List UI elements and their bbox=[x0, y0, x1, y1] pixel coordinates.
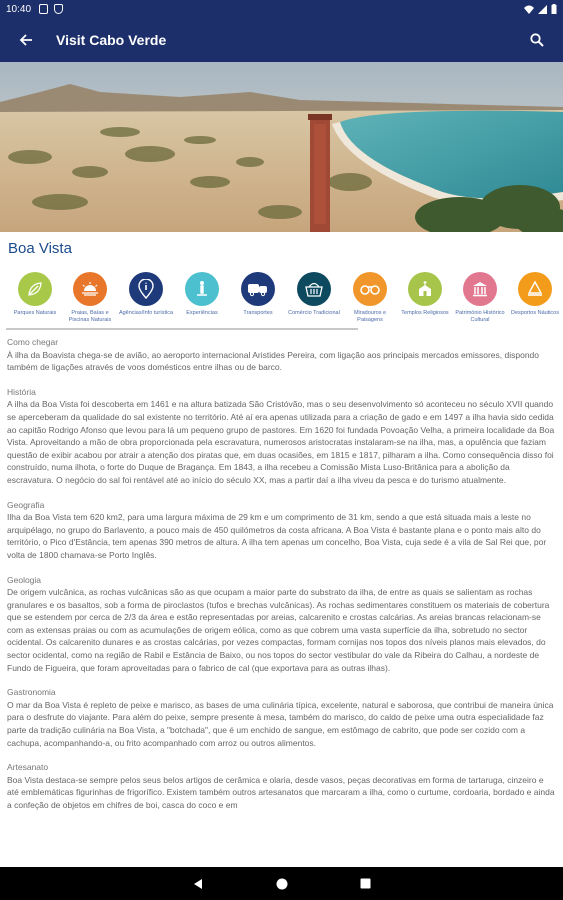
category-label: Património Histórico Cultural bbox=[455, 310, 505, 323]
status-time: 10:40 bbox=[6, 3, 32, 15]
battery-icon bbox=[551, 4, 557, 14]
section-heading: Geografia bbox=[7, 499, 45, 510]
category-label: Transportes bbox=[243, 310, 273, 316]
section-geografia bbox=[7, 499, 556, 562]
category-label: Experiências bbox=[186, 310, 218, 316]
basket-icon bbox=[297, 272, 331, 306]
leaf-icon bbox=[18, 272, 52, 306]
nav-back-icon[interactable] bbox=[192, 878, 204, 890]
search-icon bbox=[530, 33, 544, 47]
category-miradouros[interactable] bbox=[342, 272, 398, 334]
island-title: Boa Vista bbox=[8, 240, 72, 257]
sailboat-icon bbox=[518, 272, 552, 306]
back-button[interactable] bbox=[6, 18, 46, 62]
nav-recents-icon[interactable] bbox=[360, 878, 371, 889]
info-pin-icon bbox=[129, 272, 163, 306]
shield-icon bbox=[54, 4, 63, 14]
church-icon bbox=[408, 272, 442, 306]
person-icon bbox=[185, 272, 219, 306]
system-nav-bar bbox=[0, 867, 563, 900]
category-desportos[interactable] bbox=[507, 272, 563, 334]
category-label: Parques Naturais bbox=[13, 310, 57, 316]
binoculars-icon bbox=[353, 272, 387, 306]
section-geologia bbox=[7, 574, 556, 675]
section-body: A ilha da Boa Vista foi descoberta em 1461 e na altura batizada São Cristóvão, mas o seu desenvolvimento só aconteceu no século XVII quando se aperceberam da qualidade do sal existente no território. Até aí era apenas utilizada para a criação de gado e em 1497 a ilha havia sido cedida ao capitão Rodrigo Afonso que levou para lá um pequeno grupo de pastores. Em 1620 foi fundada Povoação Velha, a primeira localidade da Boa Vista. Aproveitando a mão de obra proporcionada pela escravatura, numerosos aristocratas instalaram-se na ilha, mas, a opulência que faziam questão de exibir acabou por atrair a atenção dos piratas que, em duas ocasiões, em 1815 e 1817, pilharam a ilha. Como consequência disso foi construído, numa ilhota, o forte do Duque de Bragança. Em 1843, a ilha recebeu a Comissão Mista Luso-Britânica para a abolição da escravatura. O negócio do sal foi rentável até ao início do século XX, mas a partir daí a ilha viveu da pesca e do turismo atualmente. bbox=[7, 399, 555, 485]
section-heading: Artesanato bbox=[7, 762, 49, 773]
category-templos[interactable] bbox=[397, 272, 453, 334]
category-transportes[interactable] bbox=[230, 272, 286, 334]
section-historia bbox=[7, 386, 556, 487]
section-body: De origem vulcânica, as rochas vulcânicas são as que ocupam a maior parte do substrato da ilha, de entre as quais se salientam as rochas granulares e os basaltos, sob a forma de piroclastos (tufos e brechas vulcânicas). As rochas sedimentares constituem os materiais de cobertura que se estendem por cerca de 2/3 da área e estão representadas por areias, calcarenito e crostas calcárias. As areias brancas relacionam-se com as extensas praias ou com as acumulações de origem eólica, como as que cobrem uma vasta superfície da ilha, sobretudo no sector ocidental. Os calcarenito dunares e as crostas calcárias, por vezes compactas, formam cornijas nos topos dos níveis planos mais elevados, do sector ocidental, como na região de Rabil e Estância de Baixo, ou nos topos do sector vestibular do vale da Ribeira do Calhau, a nordeste de Fundo de Figueira, que foram aproveitadas para o fabrico de cal (que exportava para as outras ilhas). bbox=[7, 587, 550, 673]
arrow-back-icon bbox=[19, 33, 33, 47]
hero-image bbox=[0, 62, 563, 232]
island-content[interactable] bbox=[0, 232, 563, 867]
category-experiencias[interactable] bbox=[174, 272, 230, 334]
category-label: Praias, Baías e Piscinas Naturais bbox=[68, 310, 112, 323]
nav-home-icon[interactable] bbox=[276, 878, 288, 890]
category-label: Agências/Info turística bbox=[118, 310, 174, 316]
app-title: Visit Cabo Verde bbox=[56, 32, 167, 48]
category-agencias[interactable] bbox=[118, 272, 174, 334]
wifi-icon bbox=[524, 5, 534, 14]
status-bar bbox=[0, 0, 563, 18]
beach-landscape-image bbox=[0, 62, 563, 232]
category-parques-naturais[interactable] bbox=[7, 272, 63, 334]
category-comercio[interactable] bbox=[286, 272, 342, 334]
sunset-icon bbox=[73, 272, 107, 306]
category-bar[interactable] bbox=[0, 272, 563, 334]
bus-icon bbox=[241, 272, 275, 306]
section-gastronomia bbox=[7, 686, 556, 749]
category-label: Templos Religiosos bbox=[401, 310, 449, 316]
section-body: O mar da Boa Vista é repleto de peixe e marisco, as bases de uma culinária típica, excelente, natural e saborosa, que contribui de maneira única para o desfrute do viajante. Para além do peixe, sempre presente à mesa, também do marisco, do caldo de peixe uma outra especialidade faz parte da tradição culinária na Boa Vista, a "botchada", que é um enchido de sangue, em estômago de cabrito, que pode ser cozido com a cachupa, acompanhando-a, ou frito acompanhado com arroz ou outros alimentos. bbox=[7, 699, 554, 748]
app-bar bbox=[0, 18, 563, 62]
section-body: À ilha da Boavista chega-se de avião, ao aeroporto internacional Aristides Pereira, com ligação aos principais mercados emissores, dispondo também de ligações através de voos domésticos entre ilhas ou de barco. bbox=[7, 349, 540, 373]
section-artesanato bbox=[7, 761, 556, 811]
section-body: Ilha da Boa Vista tem 620 km2, para uma largura máxima de 29 km e um comprimento de 31 km, sendo a que está situada mais a leste no arquipélago, no grupo do Barlavento, a pouco mais de 450 quilómetros da costa africana. A Boa Vista é bastante plana e o ponto mais alto do território, o Pico d'Estância, tem apenas 390 metros de altura. A ilha tem apenas um concelho, Boa Vista, cuja sede é a vila de Sal Rei que, por volta de 1800 chamava-se Porto Inglês. bbox=[7, 512, 547, 560]
signal-icon bbox=[538, 5, 547, 14]
section-heading: Como chegar bbox=[7, 337, 59, 347]
section-como-chegar bbox=[7, 336, 556, 374]
museum-icon bbox=[463, 272, 497, 306]
category-scroll-indicator bbox=[6, 328, 358, 330]
category-praias[interactable] bbox=[62, 272, 118, 334]
notification-icon bbox=[39, 4, 48, 14]
search-button[interactable] bbox=[515, 18, 559, 62]
section-heading: Gastronomia bbox=[7, 687, 56, 698]
section-heading: Geologia bbox=[7, 574, 42, 585]
section-body: Boa Vista destaca-se sempre pelos seus belos artigos de cerâmica e olaria, desde vasos, peças decorativas em forma de tartaruga, cinzeiro e até emblemáticas figurinhas de frigorífico. Existem também outros artesanatos que marcaram a ilha, como o curtume, cordoaria, bordado e ainda a confeção de objetos em chifres de boi, casca do coco e em bbox=[7, 774, 555, 810]
island-description bbox=[7, 336, 556, 824]
category-label: Miradouros e Paisagens bbox=[353, 310, 387, 323]
category-patrimonio[interactable] bbox=[452, 272, 508, 334]
category-label: Comércio Tradicional bbox=[288, 310, 340, 316]
section-heading: História bbox=[7, 386, 36, 397]
category-label: Desportos Náuticos bbox=[511, 310, 559, 316]
